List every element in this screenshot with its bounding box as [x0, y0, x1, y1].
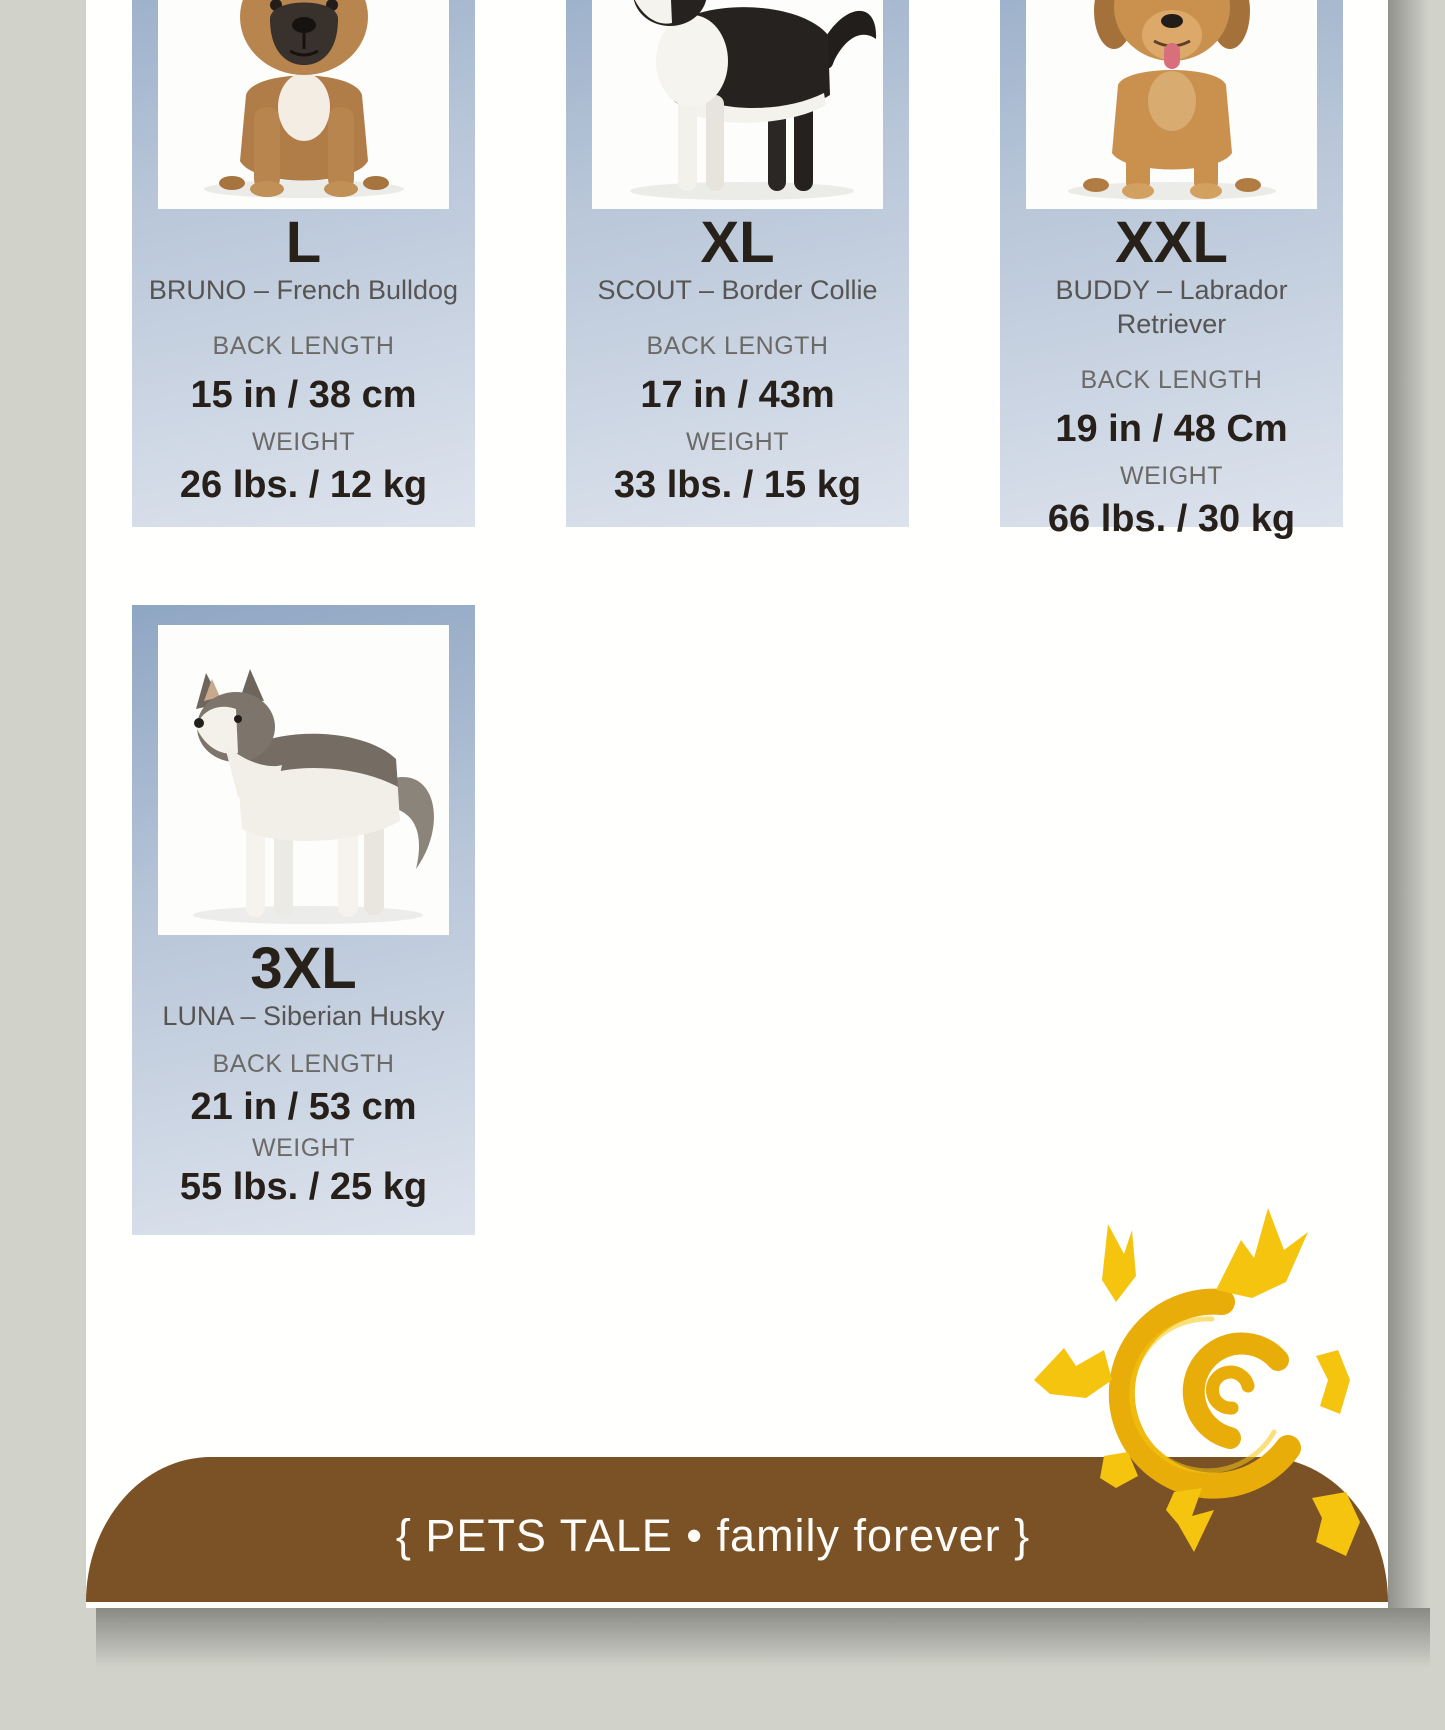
back-length-value: 15 in / 38 cm: [190, 374, 417, 416]
size-card-3xl: [132, 605, 475, 1235]
dog-name: BRUNO – French Bulldog: [148, 275, 459, 305]
dog-photo-labrador-retriever: [1026, 0, 1317, 209]
size-label: 3XL: [250, 936, 357, 1001]
labrador-retriever-illustration: [1026, 0, 1317, 209]
weight-label: WEIGHT: [252, 1134, 355, 1162]
back-length-label: BACK LENGTH: [212, 332, 395, 360]
size-card-l: [132, 0, 475, 527]
back-length-label: BACK LENGTH: [1080, 366, 1263, 394]
poster-shadow-bottom: [96, 1608, 1430, 1668]
back-length-value: 19 in / 48 Cm: [1055, 408, 1288, 450]
back-length-label: BACK LENGTH: [212, 1050, 395, 1078]
weight-value: 55 lbs. / 25 kg: [179, 1166, 428, 1208]
weight-label: WEIGHT: [1120, 462, 1223, 490]
dog-name: LUNA – Siberian Husky: [162, 1001, 445, 1031]
back-length-value: 21 in / 53 cm: [190, 1086, 417, 1128]
weight-label: WEIGHT: [686, 428, 789, 456]
size-label: L: [285, 210, 322, 275]
size-card-xxl: [1000, 0, 1343, 540]
dog-photo-siberian-husky: [158, 625, 449, 935]
siberian-husky-illustration: [158, 625, 449, 935]
size-label: XXL: [1115, 210, 1228, 275]
sun-icon: [1016, 1180, 1388, 1570]
footer-banner-text: { PETS TALE • family forever }: [395, 1509, 1031, 1561]
back-length-value: 17 in / 43m: [640, 374, 835, 416]
dog-photo-french-bulldog: [158, 0, 449, 209]
poster-shadow-right: [1387, 0, 1429, 1608]
back-length-label: BACK LENGTH: [646, 332, 829, 360]
weight-value: 33 lbs. / 15 kg: [613, 464, 862, 506]
weight-value: 66 lbs. / 30 kg: [1047, 498, 1296, 540]
weight-value: 26 lbs. / 12 kg: [179, 464, 428, 506]
dog-photo-border-collie: [592, 0, 883, 209]
poster: [85, 0, 1388, 1608]
size-label: XL: [700, 210, 775, 275]
weight-label: WEIGHT: [252, 428, 355, 456]
dog-name: SCOUT – Border Collie: [597, 275, 878, 305]
dog-name: BUDDY – Labrador Retriever: [1055, 275, 1288, 339]
border-collie-illustration: [592, 0, 883, 209]
french-bulldog-illustration: [158, 0, 449, 209]
size-card-xl: [566, 0, 909, 527]
